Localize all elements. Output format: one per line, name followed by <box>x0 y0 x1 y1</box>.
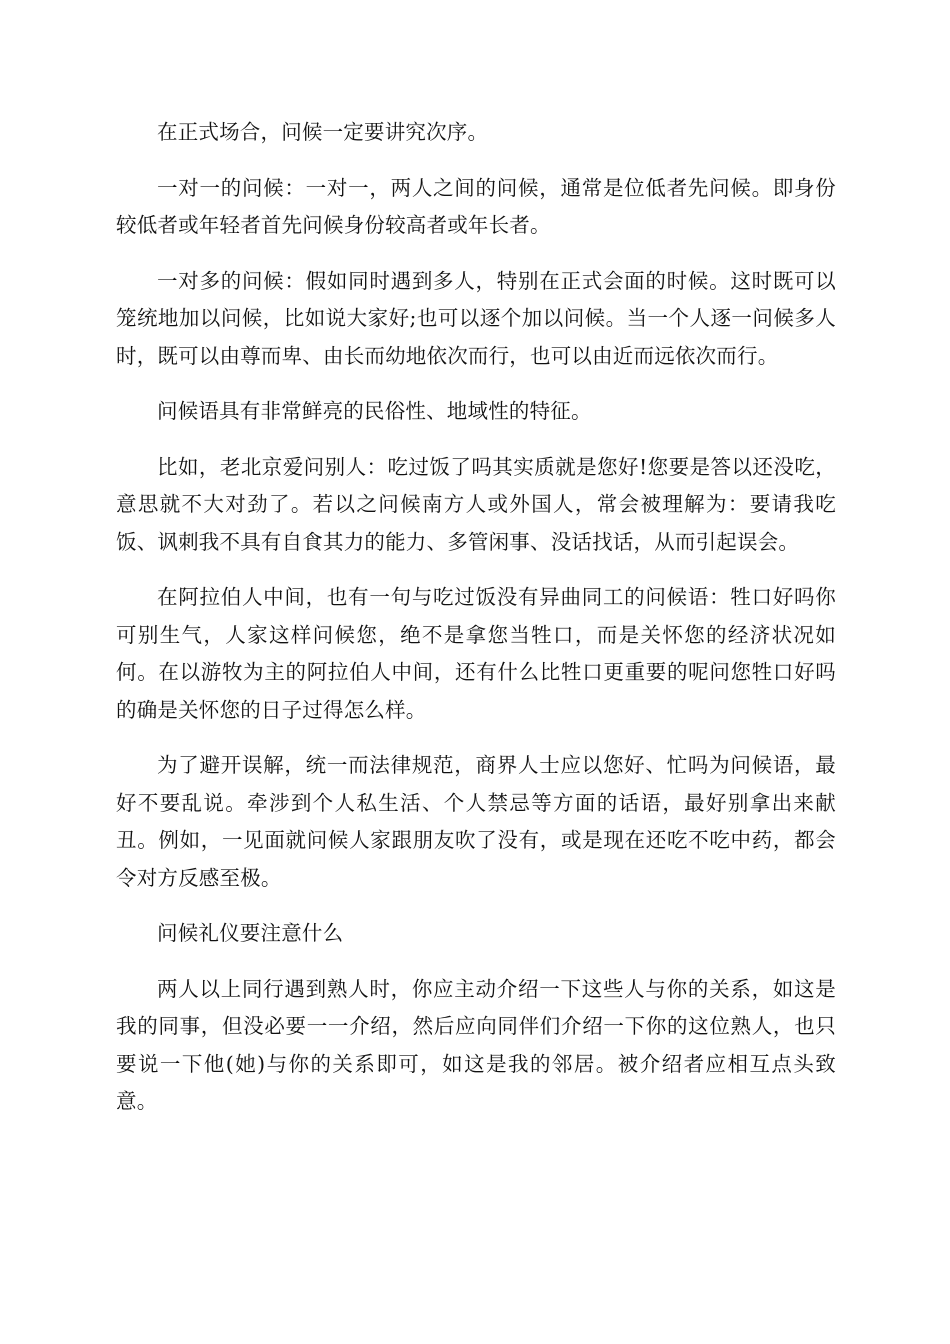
paragraph-introductions: 两人以上同行遇到熟人时，你应主动介绍一下这些人与你的关系，如这是我的同事，但没必要一一介绍，然后应向同伴们介绍一下你的这位熟人，也只要说一下他(她)与你的关系即可，如这是我的邻居。被介绍者应相互点头致意。 <box>116 976 836 1113</box>
paragraph-one-to-one: 一对一的问候：一对一，两人之间的问候，通常是位低者先问候。即身份较低者或年轻者首先问候身份较高者或年长者。 <box>116 175 836 237</box>
paragraph-arab-example: 在阿拉伯人中间，也有一句与吃过饭没有异曲同工的问候语：牲口好吗你可别生气，人家这样问候您，绝不是拿您当牲口，而是关怀您的经济状况如何。在以游牧为主的阿拉伯人中间，还有什么比牲口更重要的呢问您牲口好吗的确是关怀您的日子过得怎么样。 <box>116 585 836 722</box>
document-body <box>116 114 836 1139</box>
paragraph-beijing-example: 比如，老北京爱问别人：吃过饭了吗其实质就是您好!您要是答以还没吃，意思就不大对劲了。若以之问候南方人或外国人，常会被理解为：要请我吃饭、讽刺我不具有自食其力的能力、多管闲事、没话找话，从而引起误会。 <box>116 454 836 554</box>
paragraph-greeting-order: 在正式场合，问候一定要讲究次序。 <box>157 120 489 144</box>
section-heading: 问候礼仪要注意什么 <box>157 921 344 945</box>
paragraph-avoid-misunderstanding: 为了避开误解，统一而法律规范，商界人士应以您好、忙吗为问候语，最好不要乱说。牵涉到个人私生活、个人禁忌等方面的话语，最好别拿出来献丑。例如，一见面就问候人家跟朋友吹了没有，或是现在还吃不吃中药，都会令对方反感至极。 <box>116 753 836 890</box>
paragraph-one-to-many: 一对多的问候：假如同时遇到多人，特别在正式会面的时候。这时既可以笼统地加以问候，比如说大家好;也可以逐个加以问候。当一个人逐一问候多人时，既可以由尊而卑、由长而幼地依次而行，也可以由近而远依次而行。 <box>116 268 836 368</box>
paragraph-folk-regional: 问候语具有非常鲜亮的民俗性、地域性的特征。 <box>157 399 592 423</box>
